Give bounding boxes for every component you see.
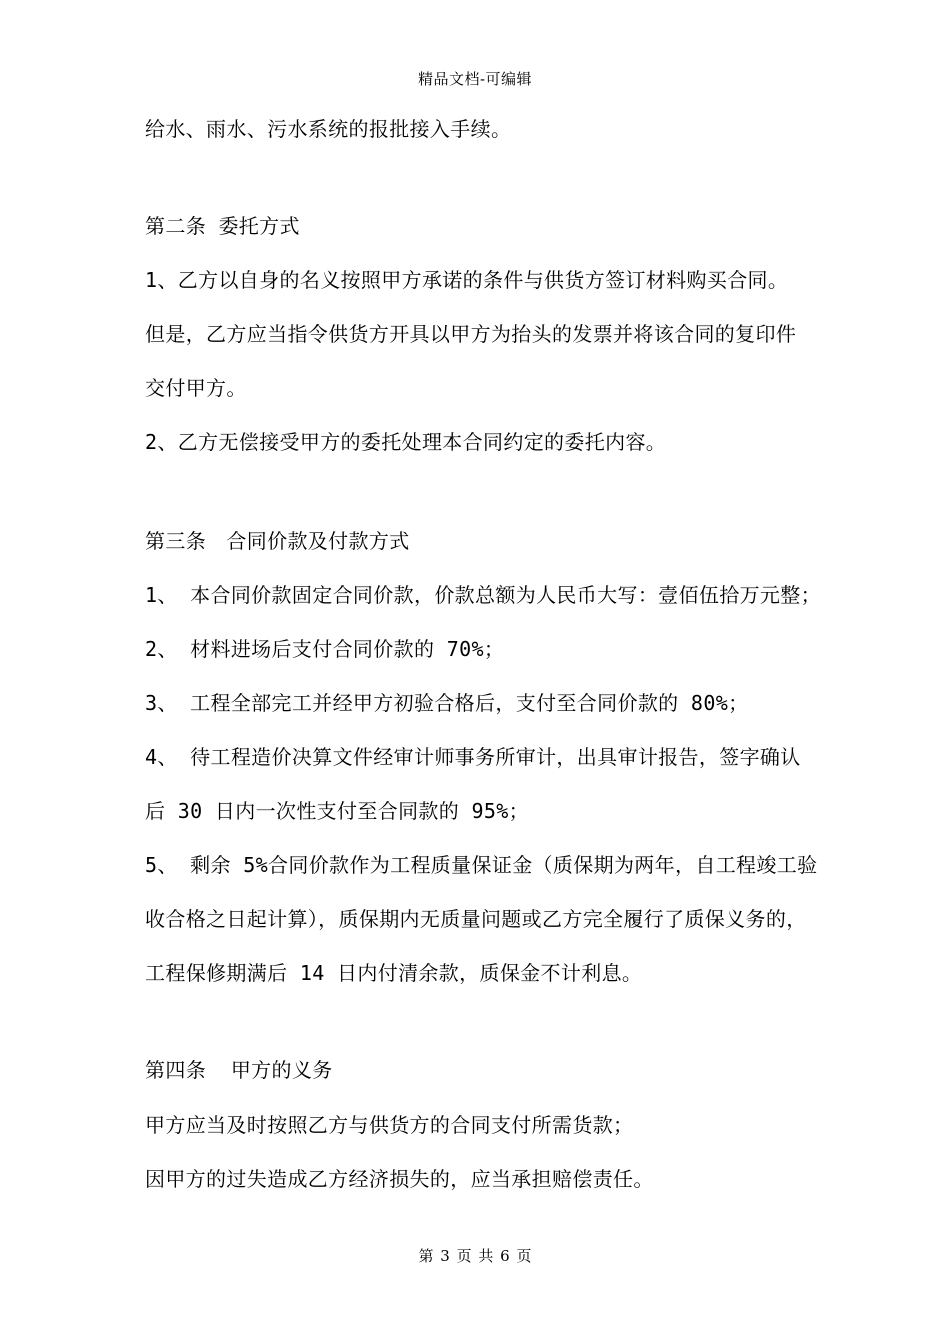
paragraph-line: 但是，乙方应当指令供货方开具以甲方为抬头的发票并将该合同的复印件 — [145, 322, 797, 346]
paragraph-line: 工程保修期满后 14 日内付清余款，质保金不计利息。 — [145, 961, 643, 985]
paragraph-line: 后 30 日内一次性支付至合同款的 95%； — [145, 799, 530, 823]
section-heading: 第二条 委托方式 — [145, 214, 300, 238]
page-footer: 第 3 页 共 6 页 — [418, 1247, 532, 1265]
paragraph-line: 甲方应当及时按照乙方与供货方的合同支付所需货款； — [145, 1113, 634, 1137]
paragraph-line: 2、 材料进场后支付合同价款的 70%； — [145, 637, 505, 661]
page-header: 精品文档-可编辑 — [417, 70, 533, 88]
paragraph-line: 交付甲方。 — [145, 376, 247, 400]
paragraph-line: 因甲方的过失造成乙方经济损失的，应当承担赔偿责任。 — [145, 1167, 654, 1191]
paragraph-line: 1、乙方以自身的名义按照甲方承诺的条件与供货方签订材料购买合同。 — [145, 268, 789, 292]
paragraph-line: 给水、雨水、污水系统的报批接入手续。 — [145, 117, 512, 141]
paragraph-line: 5、 剩余 5%合同价款作为工程质量保证金（质保期为两年，自工程竣工验 — [145, 853, 818, 877]
paragraph-line: 3、 工程全部完工并经甲方初验合格后，支付至合同价款的 80%； — [145, 691, 749, 715]
section-heading: 第四条 甲方的义务 — [145, 1058, 333, 1082]
paragraph-line: 收合格之日起计算），质保期内无质量问题或乙方完全履行了质保义务的， — [145, 907, 807, 931]
paragraph-line: 4、 待工程造价决算文件经审计师事务所审计，出具审计报告，签字确认 — [145, 745, 801, 769]
paragraph-line: 2、乙方无偿接受甲方的委托处理本合同约定的委托内容。 — [145, 430, 667, 454]
section-heading: 第三条 合同价款及付款方式 — [145, 529, 410, 553]
paragraph-line: 1、 本合同价款固定合同价款，价款总额为人民币大写：壹佰伍拾万元整； — [145, 583, 821, 607]
